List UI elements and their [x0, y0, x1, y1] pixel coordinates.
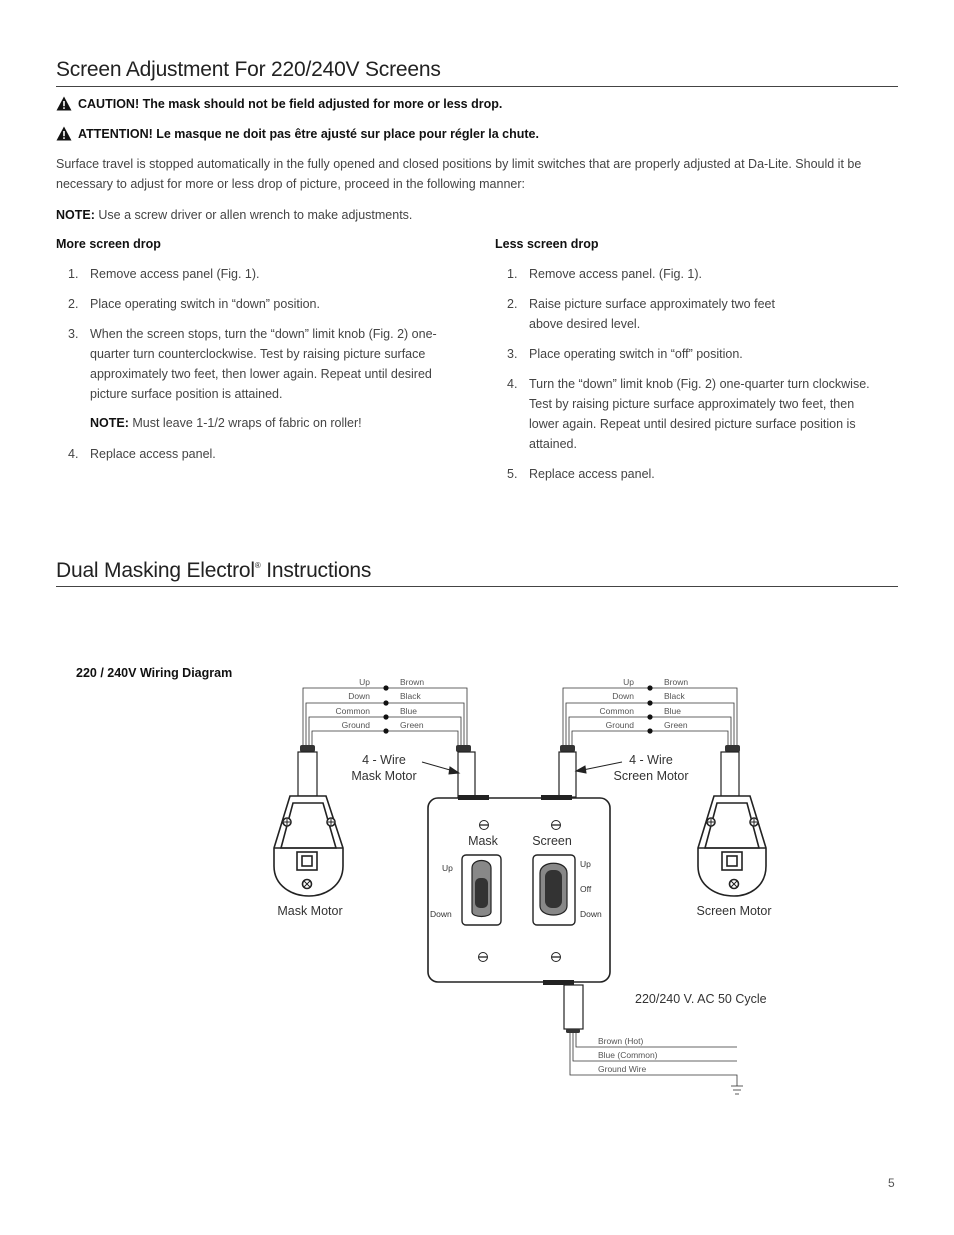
left-wire-brown: Brown	[400, 677, 425, 687]
left-wire-black: Black	[400, 691, 421, 701]
mask-motor-callout-line2: Mask Motor	[351, 769, 417, 783]
right-wire-blue: Blue	[664, 706, 682, 716]
right-term-up: Up	[623, 677, 634, 687]
page-number: 5	[888, 1176, 895, 1190]
caution-en-text: CAUTION! The mask should not be field adjusted for more or less drop.	[78, 96, 503, 111]
less-step-2: 2. Raise picture surface approximately two feet above desired level.	[507, 297, 775, 331]
right-term-down: Down	[612, 691, 634, 701]
callout-labels	[351, 753, 688, 783]
power-wires	[570, 1030, 743, 1094]
less-step-4: 4. Turn the “down” limit knob (Fig. 2) one-quarter turn clockwise. Test by raising picture surface approximately two feet, then lower again. Repeat until desired picture surface position is attained.	[507, 377, 870, 451]
screen-off-label: Off	[580, 884, 592, 894]
mask-up-label: Up	[442, 863, 453, 873]
screen-down-label: Down	[580, 909, 602, 919]
power-connectors	[566, 1029, 580, 1033]
left-term-ground: Ground	[341, 720, 370, 730]
left-wire-green: Green	[400, 720, 424, 730]
screen-up-label: Up	[580, 859, 591, 869]
section-title-dual-masking: Dual Masking Electrol® Instructions	[56, 559, 372, 582]
mask-motor-drawing	[274, 796, 343, 896]
wire-connectors	[300, 745, 740, 752]
less-step-3: 3. Place operating switch in “off” position.	[507, 347, 743, 361]
mask-motor-callout-line1: 4 - Wire	[362, 753, 406, 767]
right-term-ground: Ground	[605, 720, 634, 730]
more-note-text: Must leave 1-1/2 wraps of fabric on roller!	[132, 416, 362, 430]
callout-arrows	[422, 762, 622, 774]
less-screen-drop-heading: Less screen drop	[495, 237, 599, 251]
right-wire-green: Green	[664, 720, 688, 730]
power-cable	[564, 985, 583, 1029]
screen-motor-label: Screen Motor	[696, 904, 772, 918]
wiring-diagram-title: 220 / 240V Wiring Diagram	[76, 666, 233, 680]
screen-motor-callout-line1: 4 - Wire	[629, 753, 673, 767]
switch-screen-label: Screen	[532, 834, 572, 848]
screen-motor-drawing	[698, 796, 766, 896]
less-step-1: 1. Remove access panel. (Fig. 1).	[507, 267, 702, 281]
power-label: 220/240 V. AC 50 Cycle	[635, 992, 767, 1006]
more-step-1: 1. Remove access panel (Fig. 1).	[68, 267, 260, 281]
left-term-up: Up	[359, 677, 370, 687]
more-note-label: NOTE:	[90, 416, 129, 430]
supply-wire-blue-common: Blue (Common)	[598, 1050, 658, 1060]
intro-paragraph: Surface travel is stopped automatically in the fully opened and closed positions by limit switches that are properly adjusted at Da-Lite. Should it be necessary to adjust for more or less drop of picture, proceed in the following manner:	[56, 157, 862, 191]
mask-motor-label: Mask Motor	[277, 904, 343, 918]
supply-wire-labels	[598, 1036, 658, 1074]
note-label: NOTE:	[56, 208, 95, 222]
supply-wire-ground: Ground Wire	[598, 1064, 647, 1074]
note-text: Use a screw driver or allen wrench to make adjustments.	[98, 208, 413, 222]
mask-down-label: Down	[430, 909, 452, 919]
supply-wire-brown-hot: Brown (Hot)	[598, 1036, 644, 1046]
left-wire-blue: Blue	[400, 706, 418, 716]
switch-mask-label: Mask	[468, 834, 498, 848]
less-step-5: 5. Replace access panel.	[507, 467, 655, 481]
right-wire-black: Black	[664, 691, 685, 701]
left-term-common: Common	[335, 706, 370, 716]
right-wire-brown: Brown	[664, 677, 689, 687]
right-term-common: Common	[599, 706, 634, 716]
more-step-4: 4. Replace access panel.	[68, 447, 216, 461]
caution-fr-text: ATTENTION! Le masque ne doit pas être ajusté sur place pour régler la chute.	[78, 126, 539, 141]
left-term-down: Down	[348, 691, 370, 701]
more-step-2: 2. Place operating switch in “down” position.	[68, 297, 320, 311]
section-title-screen-adjustment: Screen Adjustment For 220/240V Screens	[56, 58, 441, 81]
more-screen-drop-heading: More screen drop	[56, 237, 161, 251]
more-step-3: 3. When the screen stops, turn the “down” limit knob (Fig. 2) one-quarter turn counterclockwise. Test by raising picture surface approximately two feet, then lower again. Repeat until desired picture surface position is attained.	[68, 327, 437, 401]
screen-motor-callout-line2: Screen Motor	[613, 769, 689, 783]
